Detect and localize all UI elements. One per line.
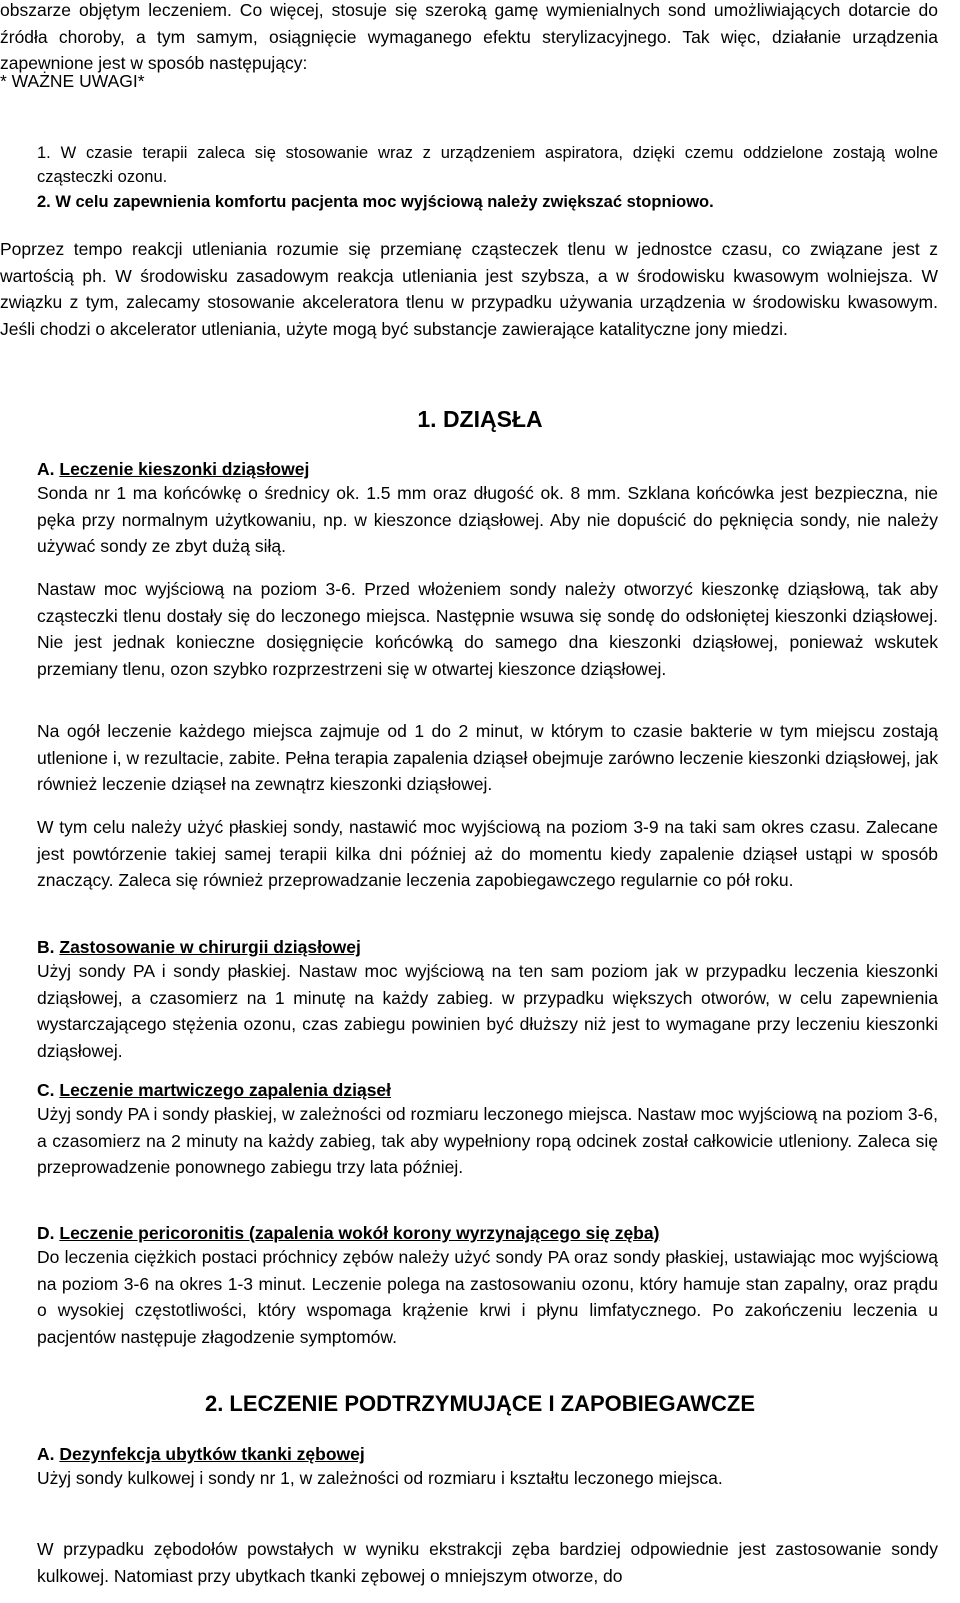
section-1a-paragraph-1: Sonda nr 1 ma końcówkę o średnicy ok. 1.5 mm oraz długość ok. 8 mm. Szklana końcówka jest bezpieczna, nie pęka przy normalnym użytkowaniu, np. w kieszonce dziąsłowej. Aby nie dopuścić do pęknięcia sondy, nie należy używać sondy ze zbyt dużą siłą. — [37, 483, 938, 556]
note-item-2: 2. W celu zapewnienia komfortu pacjenta moc wyjściową należy zwiększać stopniowo. — [37, 193, 714, 211]
section-2a-title: Dezynfekcja ubytków tkanki zębowej — [59, 1444, 365, 1464]
section-1b-title: Zastosowanie w chirurgii dziąsłowej — [59, 937, 361, 957]
section-1a-letter: A. — [37, 459, 55, 479]
section-2a-paragraph-1: Użyj sondy kulkowej i sondy nr 1, w zależności od rozmiaru i kształtu leczonego miejsca. — [37, 1468, 723, 1488]
section-2a-letter: A. — [37, 1444, 55, 1464]
section-1-title: 1. DZIĄSŁA — [417, 406, 543, 432]
note-item-1: 1. W czasie terapii zaleca się stosowanie wraz z urządzeniem aspiratora, dzięki czemu oddzielone zostają wolne cząsteczki ozonu. — [37, 144, 938, 186]
oxidation-paragraph: Poprzez tempo reakcji utleniania rozumie się przemianę cząsteczek tlenu w jednostce czasu, co związane jest z wartością ph. W środowisku zasadowym reakcja utleniania jest szybsza, a w środowisku kwasowym wolniejsza. W związku z tym, zalecamy stosowanie akceleratora tlenu w przypadku używania urządzenia w środowisku kwasowym. Jeśli chodzi o akcelerator utleniania, użyte mogą być substancje zawierające katalityczne jony miedzi. — [0, 239, 938, 339]
section-1d-heading — [37, 1220, 659, 1247]
notes-title: * WAŻNE UWAGI* — [0, 71, 145, 91]
section-1b-paragraph-1: Użyj sondy PA i sondy płaskiej. Nastaw moc wyjściową na ten sam poziom jak w przypadku leczenia kieszonki dziąsłowej, a czasomierz na 1 minutę na każdy zabieg. w przypadku większych otworów, w celu zapewnienia wystarczającego stężenia ozonu, czas zabiegu powinien być dłuższy niż jest to wymagane przy leczeniu kieszonki dziąsłowej. — [37, 961, 938, 1061]
section-1c-paragraph-1: Użyj sondy PA i sondy płaskiej, w zależności od rozmiaru leczonego miejsca. Nastaw moc wyjściową na poziom 3-6, a czasomierz na 2 minuty na każdy zabieg, tak aby wypełniony ropą odcinek został całkowicie utleniony. Zaleca się przeprowadzenie ponownego zabiegu trzy lata później. — [37, 1104, 938, 1177]
section-1a-paragraph-4: W tym celu należy użyć płaskiej sondy, nastawić moc wyjściową na poziom 3-9 na taki sam okres czasu. Zalecane jest powtórzenie takiej samej terapii kilka dni później aż do momentu kiedy zapalenie dziąseł ustąpi w sposób znaczący. Zaleca się również przeprowadzanie leczenia zapobiegawczego regularnie co pół roku. — [37, 817, 938, 890]
section-1b-letter: B. — [37, 937, 55, 957]
section-1d-title: Leczenie pericoronitis (zapalenia wokół korony wyrzynającego się zęba) — [59, 1223, 660, 1243]
section-2a-heading — [37, 1441, 365, 1468]
section-1a-heading — [37, 456, 309, 483]
section-1a-paragraph-3: Na ogół leczenie każdego miejsca zajmuje od 1 do 2 minut, w którym to czasie bakterie w tym miejscu zostają utlenione i, w rezultacie, zabite. Pełna terapia zapalenia dziąseł obejmuje zarówno leczenie kieszonki dziąsłowej, jak również leczenie dziąseł na zewnątrz kieszonki dziąsłowej. — [37, 721, 938, 794]
section-1c-heading — [37, 1077, 391, 1104]
section-2-title: 2. LECZENIE PODTRZYMUJĄCE I ZAPOBIEGAWCZE — [204, 1391, 756, 1416]
section-1c-title: Leczenie martwiczego zapalenia dziąseł — [59, 1080, 392, 1100]
section-1b-heading — [37, 934, 361, 961]
section-1d-paragraph-1: Do leczenia ciężkich postaci próchnicy zębów należy użyć sondy PA oraz sondy płaskiej, ustawiając moc wyjściową na poziom 3-6 na okres 1-3 minut. Leczenie polega na zastosowaniu ozonu, który hamuje stan zapalny, oraz prądu o wysokiej częstotliwości, który wspomaga krążenie krwi i płynu limfatycznego. Po zakończeniu leczenia u pacjentów następuje złagodzenie symptomów. — [37, 1247, 938, 1347]
section-1d-letter: D. — [37, 1223, 55, 1243]
section-2a-paragraph-2: W przypadku zębodołów powstałych w wyniku ekstrakcji zęba bardziej odpowiednie jest zastosowanie sondy kulkowej. Natomiast przy ubytkach tkanki zębowej o mniejszym otworze, do — [37, 1539, 938, 1586]
section-1c-letter: C. — [37, 1080, 55, 1100]
section-1a-title: Leczenie kieszonki dziąsłowej — [59, 459, 310, 479]
section-1a-paragraph-2: Nastaw moc wyjściową na poziom 3-6. Przed włożeniem sondy należy otworzyć kieszonkę dziąsłową, tak aby cząsteczki tlenu dostały się do leczonego miejsca. Następnie wsuwa się sondę do odsłoniętej kieszonki dziąsłowej. Nie jest jednak konieczne dosięgnięcie końcówką do samego dna kieszonki dziąsłowej, ponieważ wskutek przemiany tlenu, ozon szybko rozprzestrzeni się w otwartej kieszonce dziąsłowej. — [37, 579, 938, 679]
intro-paragraph: obszarze objętym leczeniem. Co więcej, stosuje się szeroką gamę wymienialnych sond umożliwiających dotarcie do źródła choroby, a tym samym, osiągnięcie wymaganego efektu sterylizacyjnego. Tak więc, działanie urządzenia zapewnione jest w sposób następujący: — [0, 0, 938, 73]
